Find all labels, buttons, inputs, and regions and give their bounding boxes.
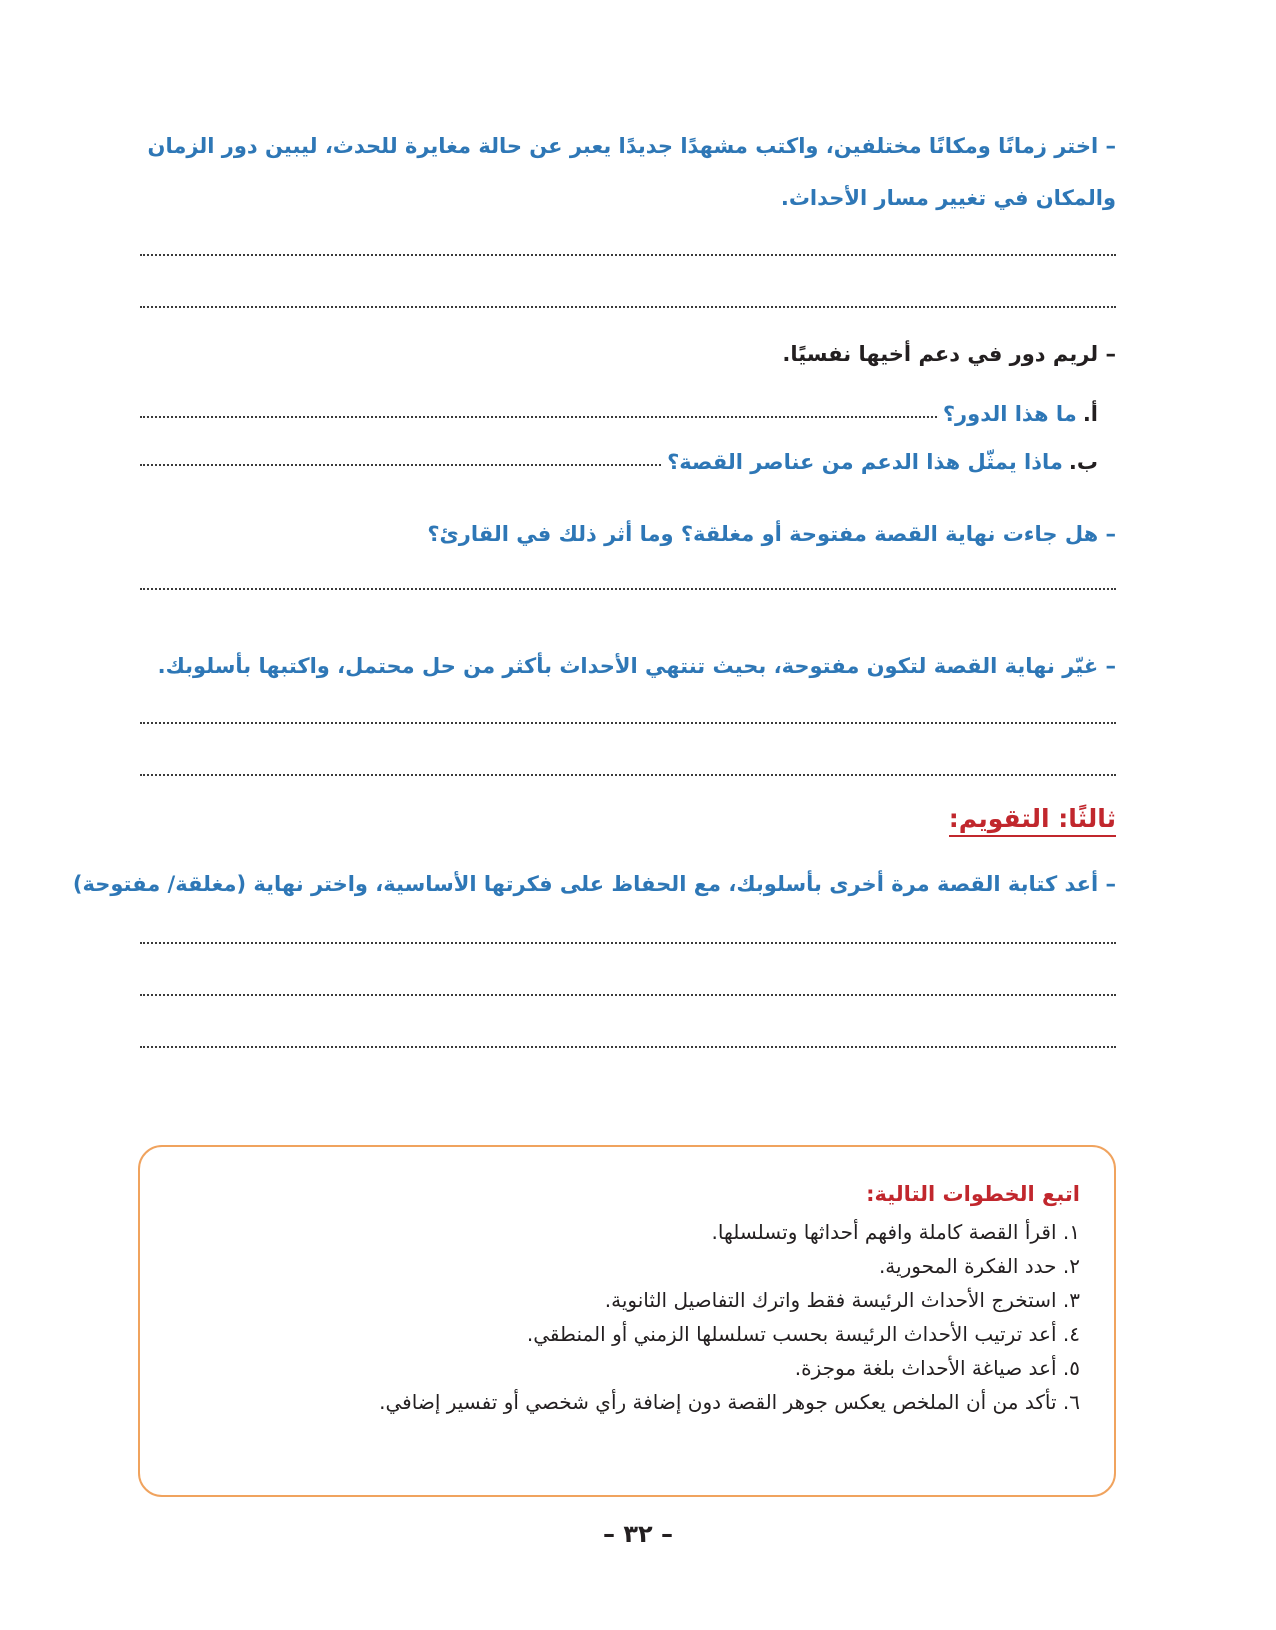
- sub-question-a-text: ما هذا الدور؟: [942, 402, 1077, 426]
- step-item: ١. اقرأ القصة كاملة وافهم أحداثها وتسلسلها.: [711, 1220, 1080, 1244]
- section-title: ثالثًا: التقويم:: [949, 804, 1116, 837]
- step-item: ٤. أعد ترتيب الأحداث الرئيسة بحسب تسلسلها الزمني أو المنطقي.: [526, 1322, 1080, 1346]
- answer-line[interactable]: [140, 588, 1116, 590]
- answer-line[interactable]: [140, 722, 1116, 724]
- answer-line[interactable]: [140, 306, 1116, 308]
- sub-question-a: [140, 392, 1098, 426]
- question-3: – هل جاءت نهاية القصة مفتوحة أو مغلقة؟ وما أثر ذلك في القارئ؟: [427, 522, 1116, 546]
- step-item: ٥. أعد صياغة الأحداث بلغة موجزة.: [794, 1356, 1080, 1380]
- answer-line[interactable]: [140, 774, 1116, 776]
- question-1-line-2: والمكان في تغيير مسار الأحداث.: [780, 186, 1116, 210]
- sub-question-b-text: ماذا يمثّل هذا الدعم من عناصر القصة؟: [667, 450, 1063, 474]
- evaluation-question: – أعد كتابة القصة مرة أخرى بأسلوبك، مع الحفاظ على فكرتها الأساسية، واختر نهاية (مغلقة/ مفتوحة): [72, 872, 1116, 896]
- steps-box: [138, 1145, 1116, 1497]
- steps-title: اتبع الخطوات التالية:: [866, 1182, 1080, 1206]
- answer-line[interactable]: [140, 416, 937, 418]
- page-number: – ٣٢ –: [602, 1520, 673, 1548]
- question-4: – غيّر نهاية القصة لتكون مفتوحة، بحيث تنتهي الأحداث بأكثر من حل محتمل، واكتبها بأسلوبك.: [157, 654, 1116, 678]
- answer-line[interactable]: [140, 254, 1116, 256]
- answer-line[interactable]: [140, 1046, 1116, 1048]
- step-item: ٣. استخرج الأحداث الرئيسة فقط واترك التفاصيل الثانوية.: [604, 1288, 1080, 1312]
- sub-question-b: [140, 440, 1098, 474]
- question-1-line-1: – اختر زمانًا ومكانًا مختلفين، واكتب مشهدًا جديدًا يعبر عن حالة مغايرة للحدث، ليبين دور الزمان: [147, 134, 1116, 158]
- answer-line[interactable]: [140, 994, 1116, 996]
- step-item: ٦. تأكد من أن الملخص يعكس جوهر القصة دون إضافة رأي شخصي أو تفسير إضافي.: [379, 1390, 1080, 1414]
- step-item: ٢. حدد الفكرة المحورية.: [878, 1254, 1080, 1278]
- sub-question-b-letter: ب.: [1068, 450, 1098, 474]
- answer-line[interactable]: [140, 464, 661, 466]
- steps-list: [170, 1215, 1080, 1419]
- sub-question-a-letter: أ.: [1082, 402, 1098, 426]
- question-2: – لريم دور في دعم أخيها نفسيًا.: [782, 342, 1116, 366]
- answer-line[interactable]: [140, 942, 1116, 944]
